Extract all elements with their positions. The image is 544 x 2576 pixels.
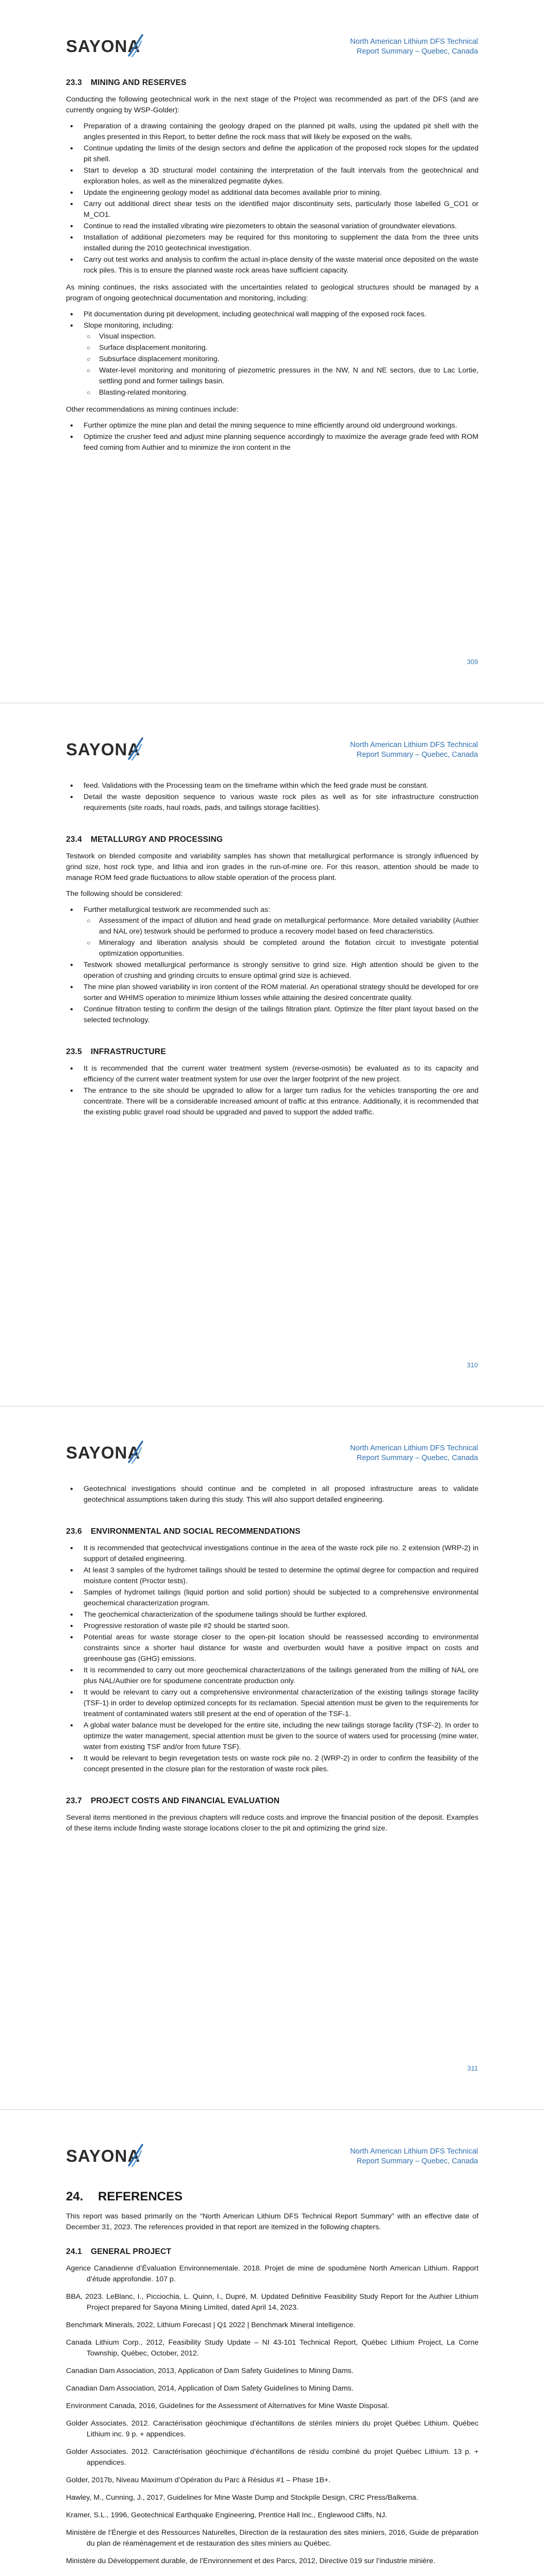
chapter-heading: 24. REFERENCES: [66, 2190, 183, 2204]
list-item: • Optimize the crusher feed and adjust mine planning sequence accordingly to maximize the average grade feed with ROM feed coming from Authier and to minimize the iron content in the: [66, 432, 479, 453]
reference-entry: Environment Canada, 2016, Guidelines for the Assessment of Alternatives for Mine Waste Disposal.: [66, 2402, 389, 2410]
page-header: [0, 0, 544, 62]
page-header: [0, 1406, 544, 1468]
page-number: 311: [467, 2064, 478, 2072]
bullet-list: [66, 905, 479, 1026]
logo-swoosh-icon: [127, 33, 144, 59]
reference-entry: Benchmark Minerals, 2022, Lithium Forecast | Q1 2022 | Benchmark Mineral Intelligence.: [66, 2321, 355, 2329]
list-item: • The entrance to the site should be upgraded to allow for a larger turn radius for the vehicles transporting the ore and concentrate. There will be a considerable increased amount of traffic at this entrance. Additionally, it is recommended that the existing public gravel road should be upgraded and paved to support the added traffic.: [66, 1086, 479, 1118]
bullet-list: [66, 121, 479, 276]
reference-entry: Golder, 2017b, Niveau Maximum d’Opération du Parc à Résidus #1 – Phase 1B+.: [66, 2476, 331, 2484]
sub-list-item: ○ Visual inspection.: [84, 331, 479, 342]
sub-bullet-list: [84, 916, 479, 959]
reference-entry: Canadian Dam Association, 2014, Application of Dam Safety Guidelines to Mining Dams.: [66, 2384, 354, 2393]
page-content: [66, 77, 479, 460]
list-item: • Slope monitoring, including: ○ Visual inspection. ○ Surface displacement monitoring. ○ Subsurface displacement monitoring. ○ Water-level monitoring and monitoring of piezometric pressures in the NW, N and NE sectors, due to Lac Lortie, settling pond and former tailings basin. ○ Blasting-related monitoring.: [66, 320, 479, 398]
logo-swoosh-icon: [127, 2143, 144, 2168]
page-content: [66, 781, 479, 1124]
bullet-list: [66, 309, 479, 398]
logo-swoosh-icon: [127, 736, 144, 762]
list-item: • Carry out test works and analysis to confirm the actual in-place density of the waste material once deposited on the waste rock piles. This is to ensure the planned waste rock areas have sufficient capacity.: [66, 255, 479, 276]
header-report-title: North American Lithium DFS Technical Report Summary – Quebec, Canada: [350, 741, 478, 759]
report-page: [0, 703, 544, 1406]
reference-entry: BBA, 2023. LeBlanc, I., Picciochia, L. Quinn, I., Dupré, M. Updated Definitive Feasibility Study Report for the Authier Lithium Project prepared for Sayona Mining Limited, dated April 14, 2023.: [66, 2293, 479, 2312]
page-content: [66, 1484, 479, 1839]
sub-list-item: ○ Assessment of the impact of dilution and head grade on metallurgical performance. More detailed variability (Authier and NAL ore) testwork should be performed to produce a recovery model based on feed characteristics.: [84, 916, 479, 937]
sayona-logo: SAYONA: [66, 739, 140, 760]
sayona-logo: SAYONA: [66, 1443, 140, 1463]
list-item: • It is recommended that the current water treatment system (reverse-osmosis) be evaluated as to its capacity and efficiency of the current water treatment system for use over the larger footprint of the new project.: [66, 1063, 479, 1085]
page-header: [0, 2110, 544, 2172]
bullet-list: [66, 1063, 479, 1118]
section-heading: 24.1 GENERAL PROJECT: [66, 2247, 172, 2256]
sub-bullet-list: [84, 331, 479, 398]
reference-entry: Agence Canadienne d’Évaluation Environnementale. 2018. Projet de mine de spodumène North American Lithium. Rapport d’étude approfondie. 107 p.: [66, 2264, 479, 2283]
header-report-title: North American Lithium DFS Technical Report Summary – Quebec, Canada: [350, 1444, 478, 1462]
report-page: [0, 1406, 544, 2110]
reference-entry: Ministère du Développement durable, de l’Environnement et des Parcs, 2012, Directive 019 sur l’industrie minière.: [66, 2557, 436, 2565]
bullet-list: [66, 420, 479, 453]
paragraph: The following should be considered:: [66, 890, 183, 898]
list-item: • Detail the waste deposition sequence to various waste rock piles as well as for site infrastructure construction requirements (site roads, haul roads, pads, and tailings storage facilities).: [66, 792, 479, 814]
list-item: • A global water balance must be developed for the entire site, including the new tailings storage facility (TSF-2). In order to optimize the water management, special attention must be given to the source of waters used for processing (mine water, water from existing TSF and/or from future TSF).: [66, 1720, 479, 1753]
list-item: • It would be relevant to begin revegetation tests on waste rock pile no. 2 (WRP-2) in order to confirm the feasibility of the concept presented in the closure plan for the restoration of waste rock piles.: [66, 1753, 479, 1775]
paragraph: This report was based primarily on the “North American Lithium DFS Technical Report Summary” with an effective date of December 31, 2023. The references provided in that report are itemized in the following chapters.: [66, 2212, 479, 2231]
sub-list-item: ○ Subsurface displacement monitoring.: [84, 354, 479, 365]
list-item: • Testwork showed metallurgical performance is strongly sensitive to grind size. High attention should be given to the operation of crushing and grinding circuits to ensure optimal grind size is achieved.: [66, 960, 479, 981]
list-item: • At least 3 samples of the hydromet tailings should be tested to determine the optimal degree for compaction and required moisture content (Proctor tests).: [66, 1565, 479, 1587]
section-heading: 23.5 INFRASTRUCTURE: [66, 1047, 166, 1056]
page-header: [0, 703, 544, 765]
sub-list-item: ○ Surface displacement monitoring.: [84, 343, 479, 353]
list-item: • Potential areas for waste storage closer to the open-pit location should be reassessed according to environmental constraints since a shorter haul distance for waste and overburden would have a positive impact on costs and greenhouse gas (GHG) emissions.: [66, 1632, 479, 1665]
paragraph: Other recommendations as mining continues include:: [66, 405, 239, 414]
bullet-list: [66, 1543, 479, 1775]
reference-entry: Canada Lithium Corp., 2012, Feasibility Study Update – NI 43-101 Technical Report, Québec Lithium Project, La Corne Township, Québec, October, 2012.: [66, 2338, 479, 2358]
list-item: • Update the engineering geology model as additional data becomes available prior to mining.: [66, 188, 479, 198]
section-heading: 23.3 MINING AND RESERVES: [66, 78, 187, 87]
list-item: • Further optimize the mine plan and detail the mining sequence to mine efficiently around old underground workings.: [66, 420, 479, 431]
sub-list-item: ○ Blasting-related monitoring.: [84, 387, 479, 398]
list-item: • feed. Validations with the Processing team on the timeframe within which the feed grade must be constant.: [66, 781, 479, 791]
bullet-list: [66, 1484, 479, 1505]
reference-entry: Golder Associates. 2012. Caractérisation géochimique d’échantillons de stériles miniers du projet Québec Lithium. Québec Lithium inc. 9 p. + appendices.: [66, 2419, 479, 2438]
list-item: • Start to develop a 3D structural model containing the interpretation of the fault intervals from the geotechnical and exploration holes, as well as the mineralized pegmatite dykes.: [66, 165, 479, 187]
paragraph: As mining continues, the risks associated with the uncertainties related to geological structures should be managed by a program of ongoing geotechnical documentation and monitoring, including:: [66, 283, 479, 302]
section-heading: 23.4 METALLURGY AND PROCESSING: [66, 835, 223, 844]
report-page: [0, 0, 544, 703]
list-item: • Pit documentation during pit development, including geotechnical wall mapping of the exposed rock faces.: [66, 309, 479, 320]
list-item: • It is recommended to carry out more geochemical characterizations of the tailings generated from the milling of NAL ore plus NAL/Authier ore for spodumene concentrate production only.: [66, 1665, 479, 1687]
list-item: • Progressive restoration of waste pile #2 should be started soon.: [66, 1621, 479, 1632]
reference-entry: Canadian Dam Association, 2013, Application of Dam Safety Guidelines to Mining Dams.: [66, 2367, 354, 2375]
list-item: • Preparation of a drawing containing the geology draped on the planned pit walls, using the updated pit shell with the angles presented in this Report, to better define the rock mass that will likely be exposed on the walls.: [66, 121, 479, 143]
header-report-title: North American Lithium DFS Technical Report Summary – Quebec, Canada: [350, 38, 478, 56]
list-item: • It would be relevant to carry out a comprehensive environmental characterization of the existing tailings storage facility (TSF-1) in order to develop optimized concepts for its reclamation. Special attention must be given to the requirements for treatment of contaminated waters still present at the end of operation of the TSF-1.: [66, 1687, 479, 1720]
list-item: • Continue to read the installed vibrating wire piezometers to obtain the seasonal variation of groundwater elevations.: [66, 221, 479, 232]
reference-entry: Ministère de l’Énergie et des Ressources Naturelles, Direction de la restauration des sites miniers, 2016, Guide de préparation du plan de réaménagement et de restauration des sites miniers au Québec.: [66, 2529, 479, 2548]
reference-entry: Kramer, S.L., 1996, Geotechnical Earthquake Engineering, Prentice Hall Inc., Englewood Cliffs, NJ.: [66, 2511, 387, 2519]
sub-list-item: ○ Water-level monitoring and monitoring of piezometric pressures in the NW, N and NE sectors, due to Lac Lortie, settling pond and former tailings basin.: [84, 365, 479, 387]
page-number: 309: [467, 658, 478, 666]
reference-entry: Hawley, M., Cunning, J., 2017, Guidelines for Mine Waste Dump and Stockpile Design, CRC Press/Balkema.: [66, 2494, 418, 2502]
section-heading: 23.7 PROJECT COSTS AND FINANCIAL EVALUATION: [66, 1797, 280, 1805]
list-item: • Samples of hydromet tailings (liquid portion and solid portion) should be subjected to a comprehensive environmental geochemical characterization program.: [66, 1587, 479, 1609]
paragraph: Several items mentioned in the previous chapters will reduce costs and improve the financial position of the deposit. Examples of these items include finding waste storage locations closer to the pit and optimizing the grind size.: [66, 1814, 479, 1833]
page-content: [66, 2187, 479, 2573]
list-item: • Carry out additional direct shear tests on the identified major discontinuity sets, particularly those labelled G_CO1 or M_CO1.: [66, 199, 479, 221]
list-item: • Continue filtration testing to confirm the design of the tailings filtration plant. Optimize the filter plant layout based on the selected technology.: [66, 1004, 479, 1026]
sayona-logo: SAYONA: [66, 2146, 140, 2166]
list-item: • The mine plan showed variability in iron content of the ROM material. An operational strategy should be developed for ore sorter and WHIMS operation to minimize lithium losses while attaining the desired concentrate quality.: [66, 982, 479, 1004]
list-item: • Geotechnical investigations should continue and be completed in all proposed infrastructure areas to validate geotechnical assumptions taken during this study. This will also support detailed engineering.: [66, 1484, 479, 1505]
list-item: • Continue updating the limits of the design sectors and define the application of the proposed rock slopes for the updated pit shell.: [66, 143, 479, 165]
paragraph: Testwork on blended composite and variability samples has shown that metallurgical performance is strongly influenced by grind size, host rock type, and lithia and iron grades in the run-of-mine ore. For this reason, attention should be made to manage ROM feed grade fluctuations to allow stable operation of the process plant.: [66, 852, 479, 882]
bullet-list: [66, 781, 479, 814]
section-heading: 23.6 ENVIRONMENTAL AND SOCIAL RECOMMENDATIONS: [66, 1527, 301, 1536]
sayona-logo: SAYONA: [66, 36, 140, 57]
reference-entry: Golder Associates. 2012. Caractérisation géochimique d’échantillons de résidu combiné du projet Québec Lithium. 13 p. + appendices.: [66, 2448, 479, 2467]
list-item: • It is recommended that geotechnical investigations continue in the area of the waste rock pile no. 2 extension (WRP-2) in support of detailed engineering.: [66, 1543, 479, 1565]
sub-list-item: ○ Mineralogy and liberation analysis should be completed around the flotation circuit to investigate potential optimization opportunities.: [84, 938, 479, 959]
list-item: • Installation of additional piezometers may be required for this monitoring to supplement the data from the three units installed during the 2010 geotechnical investigation.: [66, 232, 479, 254]
report-page: [0, 2110, 544, 2576]
header-report-title: North American Lithium DFS Technical Report Summary – Quebec, Canada: [350, 2147, 478, 2165]
list-item: • Further metallurgical testwork are recommended such as: ○ Assessment of the impact of dilution and head grade on metallurgical performance. More detailed variability (Authier and NAL ore) testwork should be performed to produce a recovery model based on feed characteristics. ○ Mineralogy and liberation analysis should be completed around the flotation circuit to investigate potential optimization opportunities.: [66, 905, 479, 959]
page-number: 310: [467, 1361, 478, 1369]
list-item: • The geochemical characterization of the spodumene tailings should be further explored.: [66, 1609, 479, 1620]
paragraph: Conducting the following geotechnical work in the next stage of the Project was recommended as part of the DFS (and are currently ongoing by WSP-Golder):: [66, 95, 479, 114]
logo-swoosh-icon: [127, 1439, 144, 1465]
